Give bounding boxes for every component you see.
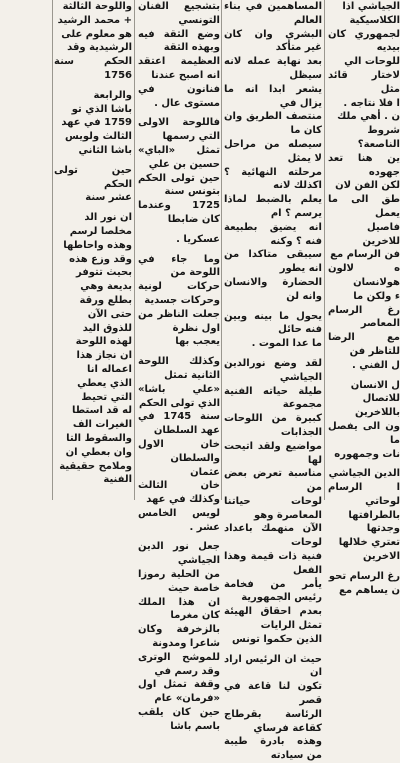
article-column-4 [54,0,132,500]
text-line: الغيرات الف [72,419,132,431]
text-line: يأمر من فخامة رئيس الجمهورية [224,578,322,604]
text-line: وقد وزع هذه [69,253,132,265]
text-line: يشعر ابدا انه ما يزال في [224,83,322,109]
text-line: وملامح حقيقية [59,460,132,472]
text-line: سيصله من مراحل لا يمثل [224,138,322,164]
text-line: طيلة حياته الفنية مجموعة [224,385,322,411]
text-line: باشا الثاني [78,144,132,156]
text-line: لهذه اللوحة [75,336,132,348]
text-line: له قد استطا [72,405,132,417]
text-line: نات وجمهوره [334,448,400,460]
article-column-2 [224,0,322,762]
text-line: مخلصا لرسم [69,225,132,237]
text-line: لقد وضع نورالدين الجياشي [224,357,322,383]
text-line: ان هذا الملك كان مغرما [138,596,220,622]
text-line: لكن الفن لان [335,180,400,192]
text-line: حين تولى الحكم [54,164,132,190]
text-line: لاختار قائد مثل [328,69,400,95]
text-line: 1725 وعندما كان ضابطا [138,200,220,225]
text-line: مناسبة تعرض بعض من [224,468,322,494]
text-line: عشر سنة [85,192,132,204]
text-line: + محمد الرشيد [57,14,132,26]
text-line: لوحات حياتنا المعاصرة وهو [224,495,322,521]
text-line: وضع الثقة فيه وبهذه الثقة [138,28,220,54]
text-line: «علي باشا» الذي تولى الحكم [138,383,220,409]
text-line: سنة 1745 في عهد السلطان [138,411,220,437]
text-line: حركات لونية وحركات جسدية [138,281,220,306]
text-line: الرئاسة بقرطاج كقاعة فرساي [224,708,322,734]
text-line: وان بعطي ان [65,446,132,458]
text-line: حتى الآن [87,308,132,320]
column-divider [52,0,53,500]
text-line: ء ولكن ما [353,290,400,302]
text-line: رغ الرسام المعاصر [328,304,400,330]
text-line: ين هنا تعد جهوده [328,152,400,178]
text-line: فن الرسام مع [330,249,400,261]
text-line: العظيمة اعتقد انه اصبح عندنا [138,56,220,81]
text-line: خان الاول والسلطان عثمان [138,438,220,478]
text-line: يحول ما بينه وبين فنه حائل [224,310,322,336]
text-line: ه لالون هولانسان [328,263,400,288]
text-line: هو معلوم على [61,28,132,40]
text-line: بعد نهاية عمله لانه سيظل [224,56,322,81]
text-line: سيبقى متاكدا من انه يطور [224,249,322,275]
text-line: 1759 في عهد [61,117,132,129]
text-line: ان نجاز هذا [76,350,132,362]
text-line: ما عدا الموت . [251,338,322,350]
text-line: بطلع ورقة [79,294,132,306]
text-line: ا فلا نتاجه . [343,97,400,109]
text-line: فاصيل للاخرين [362,221,400,247]
text-line: حيث ان الرئيس اراد ان [224,653,322,679]
text-line: بتشجيع الفنان التونسي [138,1,220,26]
text-line: البشري وان كان غير متأكد [224,28,322,54]
text-line: بالطرافتها وجدتها [348,509,400,535]
text-line: وهذه بادرة طيبة من سيادته [224,736,322,762]
text-line: الفنية [103,474,132,486]
article-column-5 [0,0,50,500]
text-line: منتصف الطريق وان كان ما [224,111,322,137]
text-line: مواضيع ولقد اتيحت لها [224,440,322,466]
text-line: لجمهوري كان بيديه [328,28,400,54]
text-line: وهذه واحاطها [63,239,132,251]
text-line: للذوق اليد [82,322,132,334]
column-divider [221,0,222,500]
text-line: الاخرين [362,551,400,563]
text-line: بعدم احقاق الهيئة تمثل الرايات [224,606,322,632]
text-line: يعلم بالضبط لماذا يرسم ؟ ام [224,194,322,219]
text-line: باشا الذي تو [71,103,132,115]
text-line: كبيرة من اللوحات الجذابات [224,413,322,438]
text-line: تعتري خلالها [338,537,400,549]
text-line: حين تولى الحكم بتونس سنة [138,172,220,198]
text-line: ل الانسان [350,379,400,391]
text-line: وكذلك اللوحة الثانية تمثل [138,356,220,381]
text-line: تكون لنا قاعة في قصر [224,681,322,707]
text-line: التي تحيط [81,391,132,403]
text-line: يعجب بها [175,336,220,348]
text-line: شروط الناصعة؟ [357,125,400,150]
text-line: من الحلية رموزا خاصة حيث [138,569,220,594]
text-line: للموشح الوترى وقد رسم في [138,651,220,677]
text-line: والرابعة [93,89,132,101]
text-line: فنانون في مستوى عال . [138,83,220,109]
text-line: ا الرسام لوحاتي [328,482,400,507]
text-line: رغ الرسام تحو [328,570,400,582]
text-line: الثالث ولويس [65,131,132,143]
text-line: واللوحة الثالثة [62,1,132,12]
text-line: بديعة وهي [80,281,132,293]
text-line: والسقوط التا [66,432,132,444]
text-line: ن . أهي ملك [337,111,400,123]
text-line: طق الى ما يعمل [328,194,400,219]
text-line: الذين حكموا تونس [231,633,322,645]
text-line: ل الفني . [351,359,400,371]
text-line: عسكريا . [176,233,220,245]
text-line: حين كان يلقب باسم باشا [138,707,220,732]
article-column-1 [328,0,400,596]
text-line: بحيث تتوفر [76,267,132,279]
text-line: الكلاسيكية [349,14,400,26]
text-line: الجياشي اذا [342,1,400,12]
text-line: مع الرضا للتاظر فن [328,332,400,357]
text-line: ون الى يفصل ما [328,420,400,446]
text-line: للوحات الي [344,56,400,68]
text-line: الرشيدية وقد [67,42,132,54]
text-line: الحضارة والانسان وانه لن [224,276,322,302]
text-line: الحكم سنة 1756 [54,56,132,81]
text-line: خان الثالث وكذلك في عهد [138,480,220,506]
text-line: الآن منهمك باعداد لوحات [224,523,322,549]
text-line: الذي يعطي [77,377,132,389]
text-line: انه يضيق بطبيعة فنه ؟ وكنه [224,221,322,247]
column-divider [324,0,325,500]
text-line: جعلت الناظر من اول نظرة [138,308,220,334]
text-line: للاتصال باللاخرين [354,393,400,419]
text-line: وقفة تمثل اول «فرمان» عام [138,679,220,705]
text-line: فنية ذات قيمة وهذا الفعل [224,551,322,576]
text-line: المساهمين في بناء العالم [224,1,322,26]
text-line: ان نور الد [84,212,132,224]
text-line: وما جاء في اللوحة من [138,253,220,279]
article-column-3 [138,0,220,732]
text-line: تمثل «الباي» حسين بن علي [138,144,220,170]
text-line: جعل نور الدين الجياشي [138,541,220,567]
text-line: الدين الجياشي [328,468,400,480]
text-line: فاللوحة الاولى التي رسمها [138,117,220,143]
column-divider [134,0,135,500]
text-line: اعماله انا [87,363,132,375]
text-line: بالزخرفة وكان شاعرا ومدونة [138,624,220,650]
text-line: ن يساهم مع [339,584,400,596]
text-line: لويس الخامس عشر . [138,507,220,533]
text-line: مرحلته النهائية ؟اكذلك لانه [224,166,322,192]
